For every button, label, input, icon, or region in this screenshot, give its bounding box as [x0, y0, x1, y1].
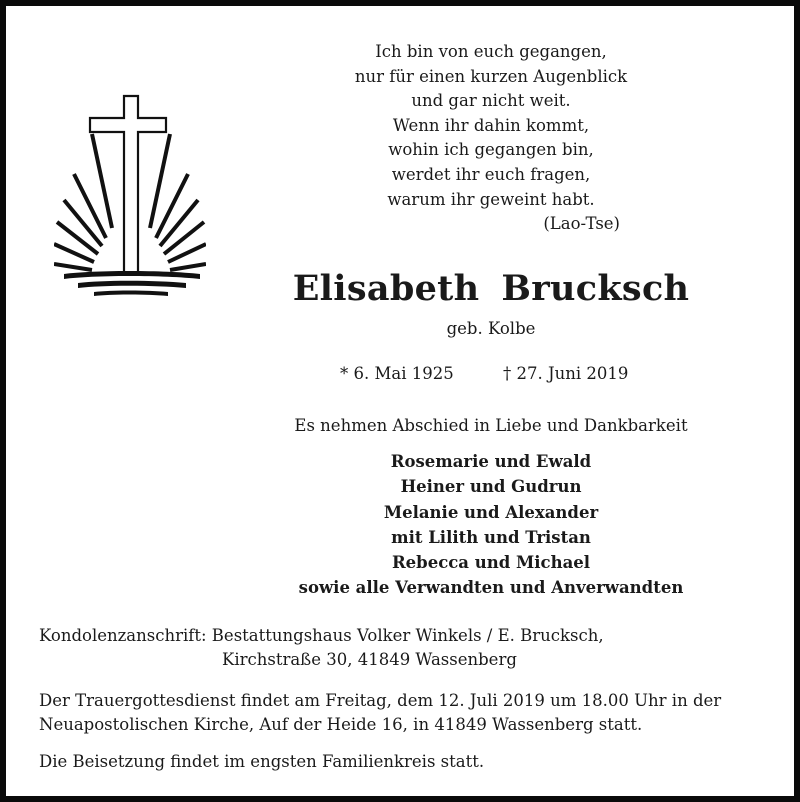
mourner-line: Heiner und Gudrun: [400, 477, 582, 497]
service-info: [39, 689, 721, 737]
poem-line: Wenn ihr dahin kommt,: [392, 115, 590, 135]
service-line: Neuapostolischen Kirche, Auf der Heide 16, in 41849 Wassenberg statt.: [39, 715, 643, 734]
poem-line: nur für einen kurzen Augenblick: [354, 66, 628, 86]
mourner-line: Rebecca und Michael: [391, 553, 591, 573]
death-date: † 27. Juni 2019: [503, 364, 629, 383]
poem-line: warum ihr geweint habt.: [387, 189, 595, 209]
first-name: Elisabeth: [292, 268, 480, 309]
poem: [306, 40, 676, 237]
poem-line: wohin ich gegangen bin,: [388, 140, 594, 160]
poem-line: Ich bin von euch gegangen,: [375, 42, 607, 61]
poem-author: (Lao-Tse): [543, 214, 620, 234]
mourners-list: [236, 449, 746, 601]
cross-with-sunrise-icon: [54, 94, 206, 304]
condolence-line: Kirchstraße 30, 41849 Wassenberg: [222, 650, 517, 669]
poem-line: und gar nicht weit.: [411, 91, 571, 111]
service-line: Der Trauergottesdienst findet am Freitag, dem 12. Juli 2019 um 18.00 Uhr in der: [39, 691, 722, 710]
condolence-line: Kondolenzanschrift: Bestattungshaus Volker Winkels / E. Brucksch,: [39, 626, 604, 645]
mourner-line: mit Lilith und Tristan: [391, 527, 591, 547]
birth-date: * 6. Mai 1925: [340, 364, 454, 383]
farewell-text: Es nehmen Abschied in Liebe und Dankbarkeit: [294, 416, 688, 435]
mourner-line: Melanie und Alexander: [383, 502, 599, 522]
last-name: Brucksch: [501, 268, 690, 309]
mourner-line: sowie alle Verwandten und Anverwandten: [298, 578, 684, 598]
deceased-name: [236, 268, 746, 309]
maiden-name: geb. Kolbe: [446, 319, 536, 338]
condolence-address: [39, 624, 604, 672]
burial-info: Die Beisetzung findet im engsten Familienkreis statt.: [39, 752, 485, 771]
mourner-line: Rosemarie und Ewald: [390, 452, 592, 471]
poem-line: werdet ihr euch fragen,: [391, 164, 591, 184]
